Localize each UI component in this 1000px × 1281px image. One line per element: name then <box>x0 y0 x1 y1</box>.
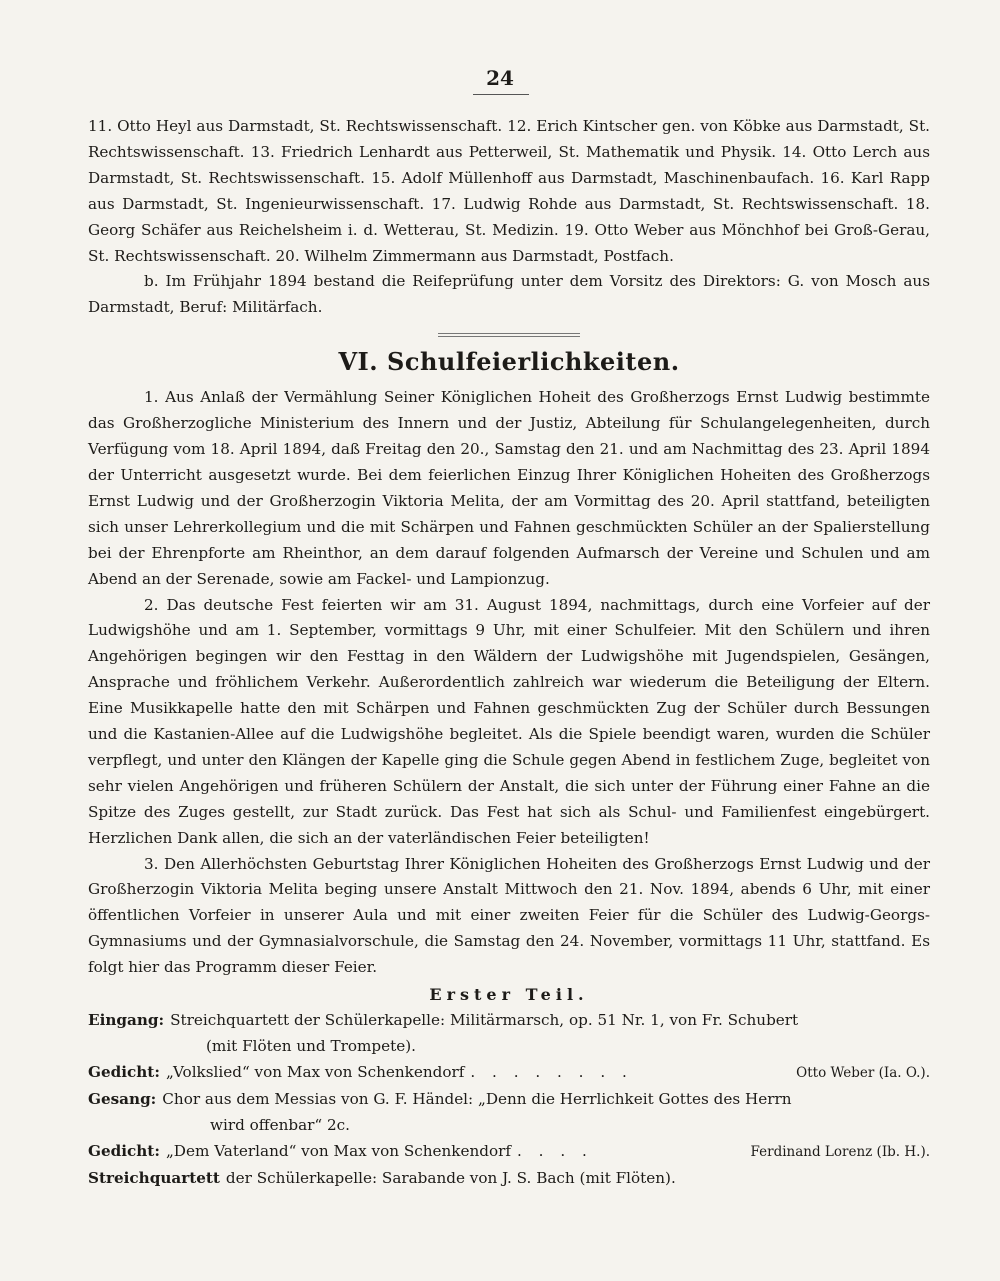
program-item-performer: Otto Weber (Ia. O.). <box>796 1064 930 1081</box>
program-item-continuation: (mit Flöten und Trompete). <box>206 1037 416 1055</box>
program-item-text: „Volkslied“ von Max von Schenkendorf <box>165 1062 465 1081</box>
program-item <box>88 1087 930 1139</box>
program-item-text: Streichquartett der Schülerkapelle: Militärmarsch, op. 51 Nr. 1, von Fr. Schubert <box>170 1011 799 1030</box>
paragraph-birthday: 3. Den Allerhöchsten Geburtstag Ihrer Königlichen Hoheiten des Großherzogs Ernst Ludwig und der Großherzogin Viktoria Melita beging unsere Anstalt Mittwoch den 21. Nov. 1894, abends 6 Uhr, mit einer öffentlichen Vorfeier in unserer Aula und mit einer zweiten Feier für die Schüler des Ludwig-Georgs-Gymnasiums und der Gymnasialvorschule, die Samstag den 24. November, vormittags 11 Uhr, stattfand. Es folgt hier das Programm dieser Feier. <box>88 854 930 977</box>
program-item <box>88 1008 930 1060</box>
paragraph-wedding: 1. Aus Anlaß der Vermählung Seiner Königlichen Hoheit des Großherzogs Ernst Ludwig bestimmte das Großherzogliche Ministerium des Innern und der Justiz, Abteilung für Schulangelegenheiten, durch Verfügung vom 18. April 1894, daß Freitag den 20., Samstag den 21. und am Nachmittag des 23. April 1894 der Unterricht ausgesetzt wurde. Bei dem feierlichen Einzug Ihrer Königlichen Hoheiten des Großherzogs Ernst Ludwig und der Großherzogin Viktoria Melita, der am Vormittag des 20. April stattfand, beteiligten sich unser Lehrerkollegium und die mit Schärpen und Fahnen geschmückten Schüler an der Spalierstellung bei der Ehrenpforte am Rheinthor, an dem darauf folgenden Aufmarsch der Vereine und Schulen und am Abend an der Serenade, sowie am Fackel- und Lampionzug. <box>88 388 930 588</box>
program-item-label: Eingang: <box>88 1011 165 1030</box>
program-item-text: Chor aus dem Messias von G. F. Händel: „Denn die Herrlichkeit Gottes des Herrn <box>162 1089 792 1108</box>
program-item-label: Gesang: <box>88 1089 157 1108</box>
program-item-dots: . . . . . . . . <box>470 1062 633 1081</box>
page-number-rule <box>473 94 529 95</box>
program-list <box>88 1008 930 1191</box>
graduate-list-paragraph: 11. Otto Heyl aus Darmstadt, St. Rechtswissenschaft. 12. Erich Kintscher gen. von Köbke aus Darmstadt, St. Rechtswissenschaft. 13. Friedrich Lenhardt aus Petterweil, St. Mathematik und Physik. 14. Otto Lerch aus Darmstadt, St. Rechtswissenschaft. 15. Adolf Müllenhoff aus Darmstadt, Maschinenbaufach. 16. Karl Rapp aus Darmstadt, St. Ingenieurwissenschaft. 17. Ludwig Rohde aus Darmstadt, St. Rechtswissenschaft. 18. Georg Schäfer aus Reichelsheim i. d. Wetterau, St. Medizin. 19. Otto Weber aus Mönchhof bei Groß-Gerau, St. Rechtswissenschaft. 20. Wilhelm Zimmermann aus Darmstadt, Postfach. <box>88 117 930 265</box>
program-item <box>88 1060 930 1087</box>
paragraph-german-fest: 2. Das deutsche Fest feierten wir am 31. August 1894, nachmittags, durch eine Vorfeier auf der Ludwigshöhe und am 1. September, vormittags 9 Uhr, mit einer Schulfeier. Mit den Schülern und ihren Angehörigen begingen wir den Festtag in den Wäldern der Ludwigshöhe mit Jugendspielen, Gesängen, Ansprache und fröhlichem Verkehr. Außerordentlich zahlreich war wiederum die Beteiligung der Eltern. Eine Musikkapelle hatte den mit Schärpen und Fahnen geschmückten Zug der Schüler durch Bessungen und die Kastanien-Allee auf die Ludwigshöhe begleitet. Als die Spiele beendigt waren, wurden die Schüler verpflegt, und unter den Klängen der Kapelle ging die Schule gegen Abend in festlichem Zuge, begleitet von sehr vielen Angehörigen und früheren Schülern der Anstalt, die sich unter der Führung einer Fahne an die Spitze des Zuges gestellt, zur Stadt zurück. Das Fest hat sich als Schul- und Familienfest eingebürgert. Herzlichen Dank allen, die sich an der vaterländischen Feier beteiligten! <box>88 595 930 847</box>
body-text <box>88 114 930 1191</box>
section-title: VI. Schulfeierlichkeiten. <box>338 347 680 377</box>
program-item-label: Streichquartett <box>88 1168 220 1187</box>
program-item-performer: Ferdinand Lorenz (Ib. H.). <box>750 1143 930 1160</box>
program-item-text: „Dem Vaterland“ von Max von Schenkendorf <box>165 1141 512 1160</box>
program-item-dots: . . . . <box>517 1141 593 1160</box>
spring-exam-paragraph: b. Im Frühjahr 1894 bestand die Reifeprüfung unter dem Vorsitz des Direktors: G. von Mosch aus Darmstadt, Beruf: Militärfach. <box>88 272 930 317</box>
program-item-text: der Schülerkapelle: Sarabande von J. S. Bach (mit Flöten). <box>225 1168 676 1187</box>
section-divider <box>438 333 580 337</box>
program-item-continuation: wird offenbar“ 2c. <box>210 1115 350 1134</box>
program-part-title: Erster Teil. <box>429 985 589 1005</box>
program-item-label: Gedicht: <box>88 1062 160 1081</box>
page-number: 24 <box>486 66 514 90</box>
program-item-label: Gedicht: <box>88 1141 160 1160</box>
program-item <box>88 1139 930 1166</box>
program-item <box>88 1166 930 1192</box>
